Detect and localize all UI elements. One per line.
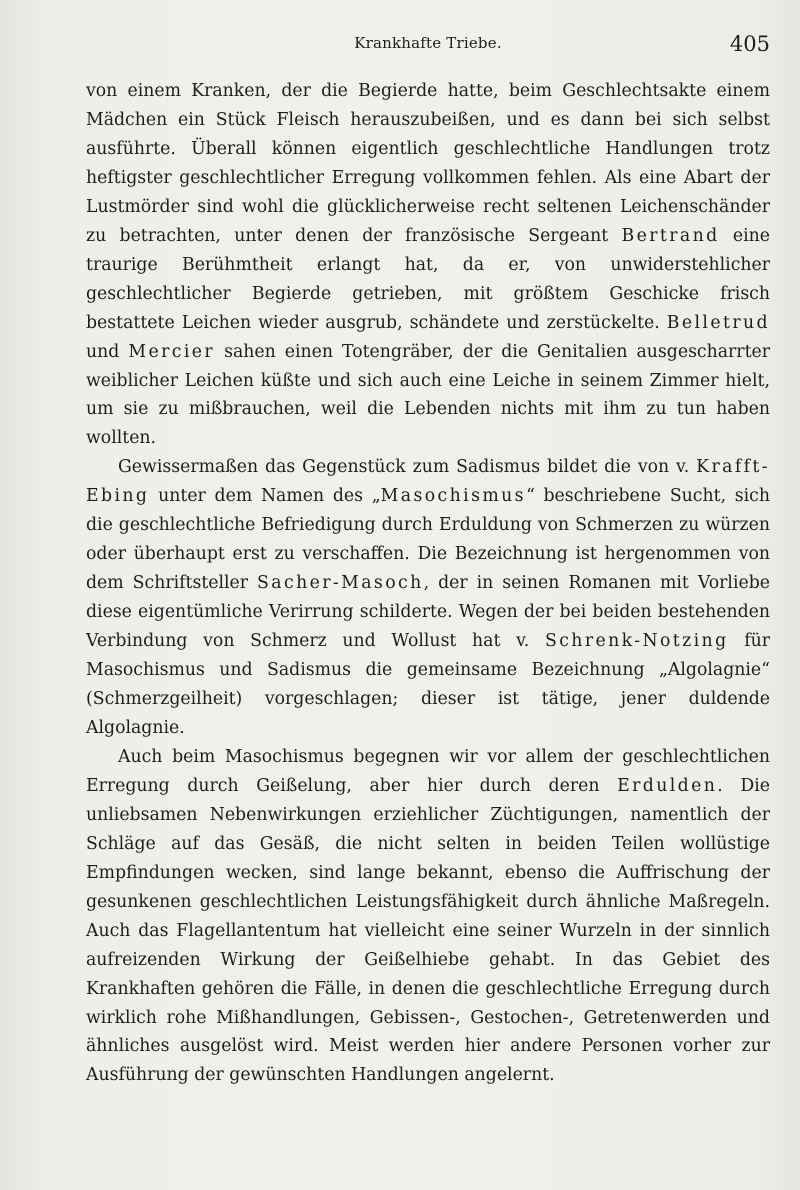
spaced-emphasis: Schrenk-Notzing — [544, 631, 729, 652]
text-run: sahen einen Totengräber, der die Genitalien ausgescharrter weiblicher Leichen küßte und sich auch eine Leiche in seinem Zimmer hielt, um sie zu mißbrauchen, weil die Lebenden nichts mit ihm zu tun haben wollten. — [86, 341, 771, 449]
text-run: unter dem Namen des „ — [149, 486, 381, 507]
text-run: von einem Kranken, der die Begierde hatte, beim Geschlechtsakte einem Mädchen ein Stück Fleisch herauszubeißen, und es dann bei sich selbst ausführte. Überall können eigentlich geschlechtliche Handlungen trotz heftigster geschlechtlicher Erregung vollkommen fehlen. Als eine Abart der Lustmörder sind wohl die glücklicherweise recht seltenen Leichenschänder zu betrachten, unter denen der französische Sergeant — [86, 81, 770, 246]
page-number: 405 — [729, 32, 770, 56]
text-run: Auch beim Masochismus begegnen wir vor allem der geschlechtlichen Erregung durch Geißelung, aber hier durch deren — [86, 746, 770, 796]
paragraph-2 — [86, 453, 770, 743]
body-text — [86, 77, 770, 1090]
spaced-emphasis: Masochismus — [380, 486, 526, 507]
text-run: eine traurige Berühmtheit erlangt hat, da er, von unwiderstehlicher geschlechtlicher Begierde getrieben, mit größtem Geschicke frisch bestattete Leichen wieder ausgrub, schändete und zerstückelte. — [86, 225, 771, 333]
paragraph-1 — [86, 77, 770, 453]
spaced-emphasis: Mercier — [128, 341, 216, 362]
spaced-emphasis: Bertrand — [621, 225, 720, 246]
text-run: und — [86, 341, 129, 362]
paragraph-3 — [86, 743, 770, 1090]
text-run: für Masochismus und Sadismus die gemeinsame Bezeichnung „Algolagnie“ (Schmerzgeilheit) vorgeschlagen; dieser ist tätige, jener duldende Algolagnie. — [86, 631, 770, 738]
text-run: . Die unliebsamen Nebenwirkungen erziehlicher Züchtigungen, namentlich der Schläge auf das Gesäß, die nicht selten in beiden Teilen wollüstige Empfindungen wecken, sind lange bekannt, ebenso die Auffrischung der gesunkenen geschlechtlichen Leistungsfähigkeit durch ähnliche Maßregeln. Auch das Flagellantentum hat vielleicht eine seiner Wurzeln in der sinnlich aufreizenden Wirkung der Geißelhiebe gehabt. In das Gebiet des Krankhaften gehören die Fälle, in denen die geschlechtliche Erregung durch wirklich rohe Mißhandlungen, Gebissen-, Gestochen-, Getretenwerden und ähnliches ausgelöst wird. Meist werden hier andere Personen vorher zur Ausführung der gewünschten Handlungen angelernt. — [86, 775, 770, 1086]
text-run: “ beschriebene Sucht, sich die geschlechtliche Befriedigung durch Erduldung von Schmerzen zu würzen oder überhaupt erst zu verschaffen. Die Bezeichnung ist hergenommen von dem Schriftsteller — [86, 486, 770, 594]
spaced-emphasis: Belletrud — [666, 312, 770, 333]
page-header — [86, 28, 770, 64]
spaced-emphasis: Krafft-Ebing — [86, 457, 770, 507]
spaced-emphasis: Erdulden — [617, 775, 718, 796]
text-run: Gewissermaßen das Gegenstück zum Sadismus bildet die von v. — [118, 457, 697, 478]
spaced-emphasis: Sacher-Masoch — [257, 573, 424, 594]
text-run: , der in seinen Romanen mit Vorliebe diese eigentümliche Verirrung schilderte. Wegen der bei beiden bestehenden Verbindung von Schmerz und Wollust hat v. — [86, 573, 770, 652]
running-title: Krankhafte Triebe. — [354, 34, 502, 52]
